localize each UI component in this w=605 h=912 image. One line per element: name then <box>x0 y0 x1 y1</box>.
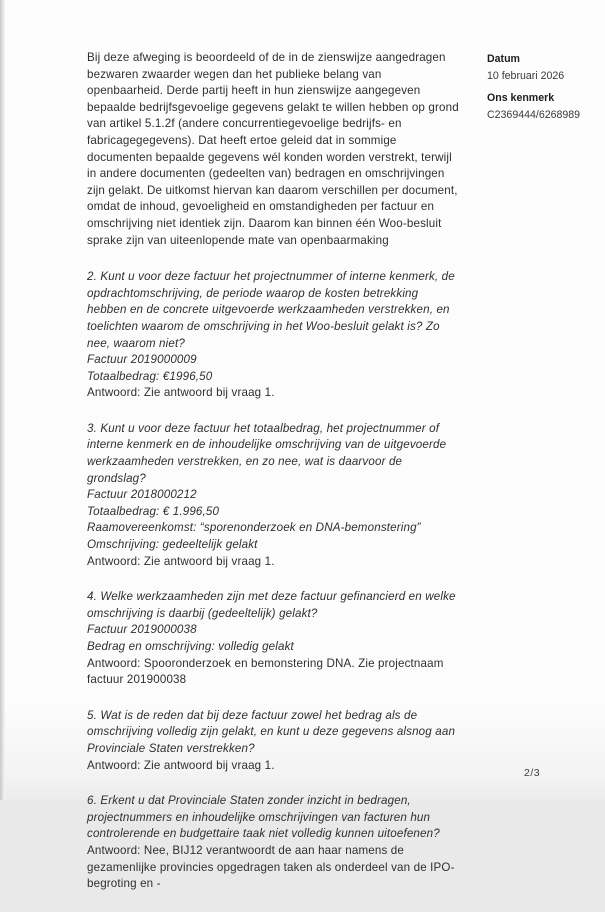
question-text: 5. Wat is de reden dat bij deze factuur zowel het bedrag als de omschrijving volledig zijn gelakt, en kunt u deze gegevens alsnog aan Provinciale Staten verstrekken? <box>87 708 456 755</box>
answer-text: Antwoord: Zie antwoord bij vraag 1. <box>87 386 275 400</box>
kenmerk-label: Ons kenmerk <box>487 92 555 104</box>
answer-text: Antwoord: Spooronderzoek en bemonstering DNA. Zie projectnaam factuur 201900038 <box>87 656 444 687</box>
datum-label: Datum <box>487 53 520 65</box>
detail-line: Factuur 2019000038 <box>87 623 197 637</box>
answer-text: Antwoord: Zie antwoord bij vraag 1. <box>87 758 275 772</box>
question-text: 2. Kunt u voor deze factuur het projectnummer of interne kenmerk, de opdrachtomschrijving, de periode waarop de kosten betrekking hebben en de concrete uitgevoerde werkzaamheden verstrekken, en toelichten waarom de omschrijving in het Woo-besluit gelakt is? Zo nee, waarom niet? <box>87 270 455 350</box>
question-text: 3. Kunt u voor deze factuur het totaalbedrag, het projectnummer of interne kenmerk en de inhoudelijke omschrijving van de uitgevoerde werkzaamheden verstrekken, en zo nee, wat is daarvoor de grondslag? <box>87 421 447 485</box>
detail-line: Factuur 2019000009 <box>87 353 197 367</box>
intro-paragraph: Bij deze afweging is beoordeeld of de in de zienswijze aangedragen bezwaren zwaarder wegen dan het publieke belang van openbaarheid. Derde partij heeft in hun zienswijze aangegeven bepaalde bedrijfsgevoelige gegevens gelakt te willen hebben op grond van artikel 5.1.2f (andere concurrentiegevoelige bedrijfs- en fabricagegegevens). Dat heeft ertoe geleid dat in sommige documenten bepaalde gegevens wél konden worden verstrekt, terwijl in andere documenten (gedeelten van) bedragen en omschrijvingen zijn gelakt. De uitkomst hiervan kan daarom verschillen per document, omdat de inhoud, gevoeligheid en omstandigheden per factuur en omschrijving niet identiek zijn. Daarom kan binnen één Woo-besluit sprake zijn van uiteenlopende mate van openbaarmaking <box>87 51 459 247</box>
kenmerk-value: C2369444/6268989 <box>487 109 581 121</box>
answer-text: Antwoord: Nee, BIJ12 verantwoordt de aan haar namens de gezamenlijke provincies opgedragen taken als onderdeel van de IPO-begroting en - <box>87 843 455 891</box>
document-meta-panel <box>487 52 599 128</box>
answer-text: Antwoord: Zie antwoord bij vraag 1. <box>87 554 275 568</box>
detail-line: Totaalbedrag: € 1.996,50 <box>87 504 220 518</box>
qa-block-3 <box>87 421 459 570</box>
detail-line: Omschrijving: gedeeltelijk gelakt <box>87 538 258 552</box>
qa-block-5 <box>87 708 459 774</box>
qa-block-4 <box>87 589 459 689</box>
page-number: 2/3 <box>524 767 541 779</box>
main-text-column <box>87 50 459 912</box>
detail-line: Bedrag en omschrijving: volledig gelakt <box>87 640 294 653</box>
datum-value: 10 februari 2026 <box>487 70 565 82</box>
detail-line: Totaalbedrag: €1996,50 <box>87 369 213 383</box>
detail-line: Raamovereenkomst: “sporenonderzoek en DNA-bemonstering” <box>87 521 421 535</box>
question-text: 4. Welke werkzaamheden zijn met deze factuur gefinancierd en welke omschrijving is daarbij (gedeeltelijk) gelakt? <box>87 590 456 620</box>
detail-line: Factuur 2018000212 <box>87 488 197 502</box>
qa-block-6 <box>87 793 459 893</box>
qa-block-2 <box>87 269 459 402</box>
question-text: 6. Erkent u dat Provinciale Staten zonder inzicht in bedragen, projectnummers en inhoudelijke omschrijvingen van facturen hun controlerende en budgettaire taak niet volledig kunnen uitoefenen? <box>87 794 440 841</box>
scan-left-edge <box>0 0 5 800</box>
